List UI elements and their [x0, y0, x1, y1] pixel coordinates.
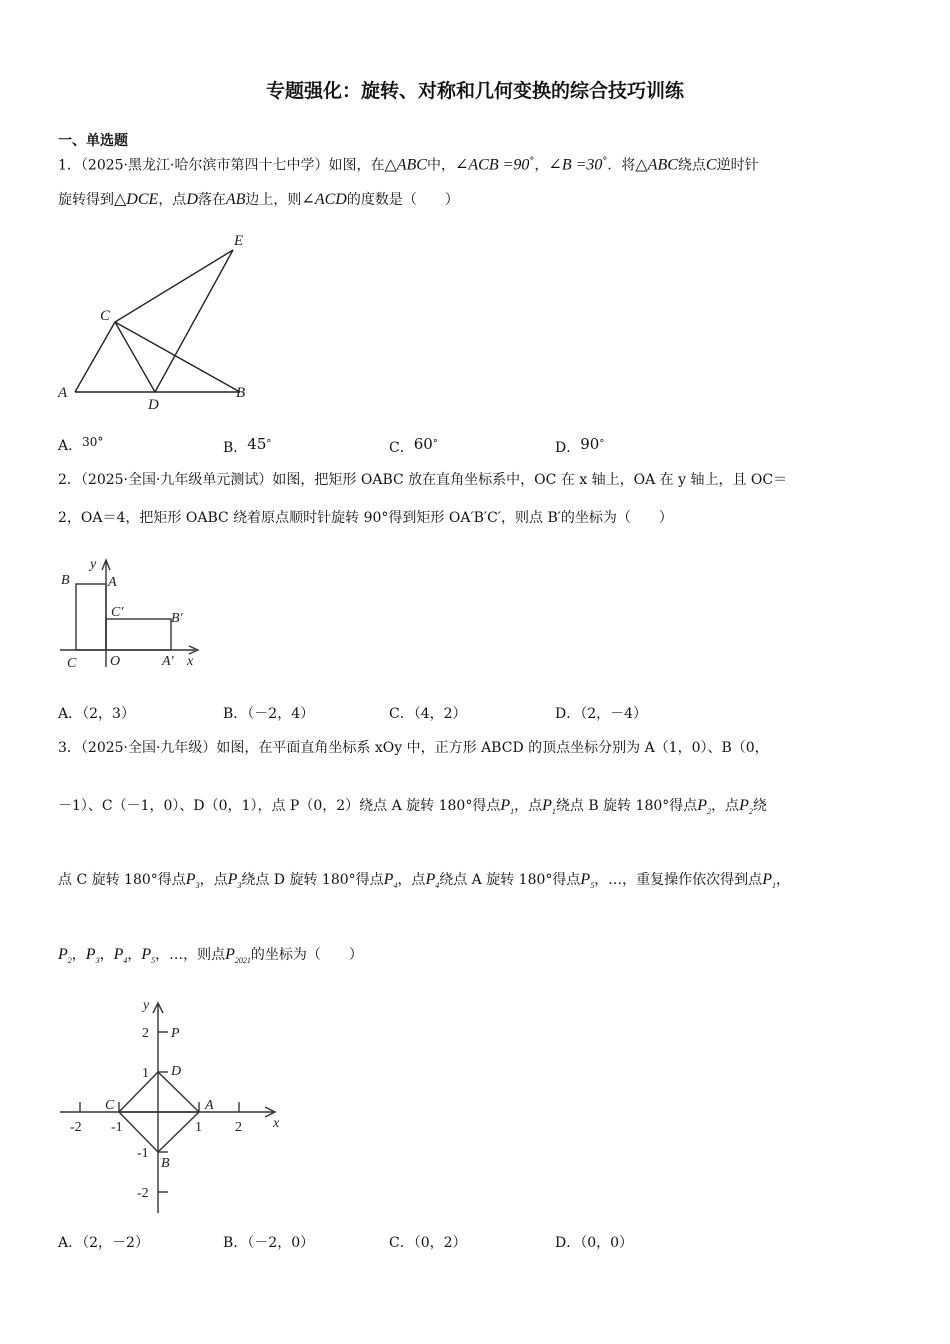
- q3-p-symbol: P: [500, 797, 511, 814]
- q3-label-d: D: [171, 1064, 182, 1079]
- q3-p-subscript: 4: [435, 881, 440, 891]
- q3-tick-y-neg1: -1: [137, 1146, 149, 1161]
- q3-point-p3: [85, 946, 100, 966]
- q3-point-p5: [141, 946, 156, 966]
- option-letter: B．: [223, 1235, 248, 1251]
- q3-point-p5: [580, 871, 595, 891]
- option-letter: C．: [389, 706, 414, 722]
- q2-option-d[interactable]: [555, 703, 647, 723]
- q1-label-d: D: [148, 397, 159, 413]
- q3-p-symbol: P: [227, 871, 238, 888]
- q3-p-symbol: P: [58, 946, 68, 963]
- q3-text: ，: [775, 872, 790, 888]
- q3-p-symbol: P: [580, 871, 591, 888]
- q3-point-p2: [739, 797, 753, 817]
- option-value: （4，2）: [413, 706, 467, 722]
- q1-point-d: D: [186, 191, 198, 208]
- q3-point-p2: [58, 946, 72, 966]
- q2-option-c[interactable]: [389, 703, 467, 723]
- q1-angle-acb: ∠ACB =90: [454, 156, 530, 174]
- degree-sign: °: [599, 438, 605, 450]
- q3-text: ，点: [397, 872, 426, 888]
- q3-tick-y-1: 1: [142, 1066, 149, 1081]
- q3-tick-x-1: 1: [195, 1120, 202, 1135]
- q3-text: 的坐标为（ ）: [250, 947, 363, 963]
- q3-text: ，: [99, 947, 114, 963]
- q3-point-p4: [113, 946, 128, 966]
- q2-option-a[interactable]: [58, 703, 135, 723]
- q1-text: 逆时针: [716, 157, 759, 174]
- q3-p-subscript: 4: [393, 881, 398, 891]
- degree-sign: °: [266, 438, 272, 450]
- q1-label-a: A: [58, 385, 68, 401]
- q3-stem-line3: [58, 870, 790, 896]
- q1-source: （2025·黑龙江·哈尔滨市第四十七中学）如图，在: [80, 157, 385, 174]
- q3-point-p3: [227, 871, 242, 891]
- q3-point-p1: [500, 797, 515, 817]
- q1-segment-ab: AB: [225, 191, 246, 208]
- q3-label-b: B: [161, 1156, 170, 1171]
- q3-p-subscript: 1: [510, 807, 515, 817]
- q3-text: ，点: [514, 798, 543, 814]
- q1-text: 落在: [197, 192, 226, 208]
- q2-stem-line2: 2，OA＝4，把矩形 OABC 绕着原点顺时针旋转 90°得到矩形 OA′B′C′，则点 B′的坐标为（ ）: [58, 510, 673, 526]
- q2-label-y: y: [90, 557, 97, 572]
- q1-angle-acd: ∠ACD: [301, 191, 347, 208]
- q1-angle-b: ∠B =30: [548, 156, 603, 174]
- q2-figure: [55, 552, 215, 672]
- q1-text: ，点: [158, 192, 187, 208]
- q2-label-b: B: [61, 573, 70, 588]
- q2-label-o: O: [110, 654, 121, 669]
- page-title: 专题强化：旋转、对称和几何变换的综合技巧训练: [265, 80, 684, 102]
- q3-p-symbol: P: [697, 797, 708, 814]
- option-value: （2，3）: [82, 706, 135, 722]
- q1-triangle-dce: △DCE: [114, 191, 159, 208]
- q3-text: ，: [71, 947, 86, 963]
- q3-label-a: A: [205, 1098, 214, 1113]
- q3-p-symbol: P: [739, 797, 749, 814]
- option-letter: D．: [555, 1235, 581, 1251]
- q3-p-subscript: 5: [590, 881, 595, 891]
- q3-option-d[interactable]: [555, 1232, 633, 1252]
- option-value: 45: [247, 435, 267, 453]
- q3-p-symbol: P: [185, 871, 196, 888]
- q1-number: 1．: [58, 157, 81, 174]
- q3-p-symbol: P: [542, 797, 552, 814]
- option-value: （－2，0）: [247, 1235, 315, 1251]
- q1-triangle-abc: △ABC: [635, 156, 678, 174]
- q3-text: ，点: [711, 798, 740, 814]
- degree-sign: °: [432, 438, 438, 450]
- q2-stem-line1: 2．（2025·全国·九年级单元测试）如图，把矩形 OABC 放在直角坐标系中，OC 在 x 轴上，OA 在 y 轴上，且 OC＝: [58, 472, 788, 488]
- q3-text: －1）、C（－1，0）、D（0，1），点 P（0，2）绕点 A 旋转 180°得点: [58, 798, 501, 814]
- q3-text: 点 C 旋转 180°得点: [58, 872, 186, 888]
- q3-point-p1: [762, 871, 776, 891]
- q3-stem-line2: [58, 796, 767, 822]
- option-value: 90: [580, 435, 600, 453]
- q3-tick-y-neg2: -2: [137, 1186, 149, 1201]
- q1-point-c: C: [705, 156, 717, 174]
- option-value: 60: [413, 435, 433, 453]
- q3-text: 绕点 A 旋转 180°得点: [439, 872, 581, 888]
- q3-point-p4: [383, 871, 398, 891]
- q3-label-c: C: [105, 1098, 115, 1113]
- q2-option-b[interactable]: [223, 703, 314, 723]
- q3-p-subscript: 2021: [234, 956, 251, 966]
- q3-p-subscript: 1: [771, 881, 776, 891]
- q3-p-subscript: 2: [748, 807, 753, 817]
- q3-option-b[interactable]: [223, 1232, 314, 1252]
- q1-stem-line2: [58, 190, 459, 210]
- q3-text: ，: [127, 947, 142, 963]
- q3-p-subscript: 3: [195, 881, 200, 891]
- q2-label-a: A: [108, 575, 117, 590]
- q1-text: 旋转得到: [58, 192, 114, 208]
- q3-p-symbol: P: [225, 946, 235, 963]
- q3-figure: [55, 995, 295, 1220]
- q1-text: ，: [534, 157, 549, 174]
- q3-p-symbol: P: [141, 946, 152, 963]
- option-letter: D．: [555, 706, 581, 722]
- q3-p-symbol: P: [383, 871, 394, 888]
- q1-label-e: E: [234, 233, 244, 249]
- q3-tick-y-2: 2: [142, 1026, 149, 1041]
- q2-label-b-prime: B′: [171, 611, 183, 626]
- q3-text: 绕点 B 旋转 180°得点: [555, 798, 698, 814]
- q3-p-subscript: 2: [67, 956, 72, 966]
- q1-option-c[interactable]: [389, 435, 438, 457]
- q3-label-p: P: [171, 1026, 180, 1041]
- q3-p-subscript: 2: [707, 807, 712, 817]
- q1-label-b: B: [236, 385, 246, 401]
- q3-tick-x-neg1: -1: [111, 1120, 123, 1135]
- q1-stem-line1: [58, 152, 759, 176]
- option-value: （－2，4）: [247, 706, 315, 722]
- q3-p-symbol: P: [425, 871, 436, 888]
- degree-sign: °: [602, 156, 608, 167]
- q3-p-symbol: P: [85, 946, 96, 963]
- option-letter: D．: [555, 440, 581, 456]
- degree-sign: °: [529, 156, 535, 167]
- option-letter: A．: [58, 438, 83, 454]
- q1-text: 的度数是（ ）: [346, 192, 459, 208]
- q3-p-subscript: 5: [151, 956, 156, 966]
- q1-text: 中，: [426, 157, 455, 174]
- q3-tick-x-neg2: -2: [70, 1120, 82, 1135]
- q3-point-p2021: [225, 946, 251, 966]
- q3-point-p2: [697, 797, 712, 817]
- q1-triangle-abc: △ABC: [384, 156, 427, 174]
- option-letter: B．: [223, 440, 248, 456]
- q1-figure: [50, 225, 260, 415]
- q3-point-p1: [542, 797, 556, 817]
- q3-label-x: x: [273, 1116, 280, 1131]
- option-letter: A．: [58, 1235, 83, 1251]
- q3-stem-line4: [58, 945, 363, 971]
- option-value: （0，0）: [580, 1235, 634, 1251]
- q2-label-c-prime: C′: [111, 605, 124, 620]
- q3-text: ，点: [199, 872, 228, 888]
- q3-point-p4: [425, 871, 440, 891]
- q3-p-subscript: 3: [237, 881, 242, 891]
- q3-p-symbol: P: [113, 946, 124, 963]
- q1-option-b[interactable]: [223, 435, 271, 457]
- q3-text: 绕: [752, 798, 767, 814]
- option-letter: C．: [389, 1235, 414, 1251]
- q3-p-subscript: 4: [123, 956, 128, 966]
- section-heading: 一、单选题: [58, 133, 128, 149]
- q3-p-symbol: P: [762, 871, 772, 888]
- q1-text: 边上，则: [245, 192, 302, 208]
- q3-text: ，…，则点: [155, 947, 226, 963]
- q1-text: ．将: [607, 157, 636, 174]
- q2-label-c: C: [67, 656, 77, 671]
- option-letter: B．: [223, 706, 248, 722]
- q3-label-y: y: [143, 998, 150, 1013]
- option-value: 30°: [82, 435, 104, 449]
- q3-option-c[interactable]: [389, 1232, 467, 1252]
- q2-label-a-prime: A′: [162, 654, 174, 669]
- option-letter: C．: [389, 440, 414, 456]
- q3-stem-line1: 3．（2025·全国·九年级）如图，在平面直角坐标系 xOy 中，正方形 ABCD 的顶点坐标分别为 A（1，0）、B（0，: [58, 740, 769, 756]
- option-letter: A．: [58, 706, 83, 722]
- q3-p-subscript: 3: [95, 956, 100, 966]
- q1-option-a[interactable]: [58, 435, 103, 455]
- q2-label-x: x: [187, 654, 194, 669]
- q3-text: ，…，重复操作依次得到点: [594, 872, 763, 888]
- q1-label-c: C: [100, 308, 111, 324]
- q3-tick-x-2: 2: [235, 1120, 242, 1135]
- option-value: （2，－2）: [82, 1235, 149, 1251]
- option-value: （2，－4）: [580, 706, 648, 722]
- q3-p-subscript: 1: [551, 807, 556, 817]
- q1-option-d[interactable]: [555, 435, 604, 457]
- q3-option-a[interactable]: [58, 1232, 149, 1252]
- option-value: （0，2）: [413, 1235, 467, 1251]
- q3-text: 绕点 D 旋转 180°得点: [241, 872, 384, 888]
- q1-text: 绕点: [677, 157, 706, 174]
- q3-point-p3: [185, 871, 200, 891]
